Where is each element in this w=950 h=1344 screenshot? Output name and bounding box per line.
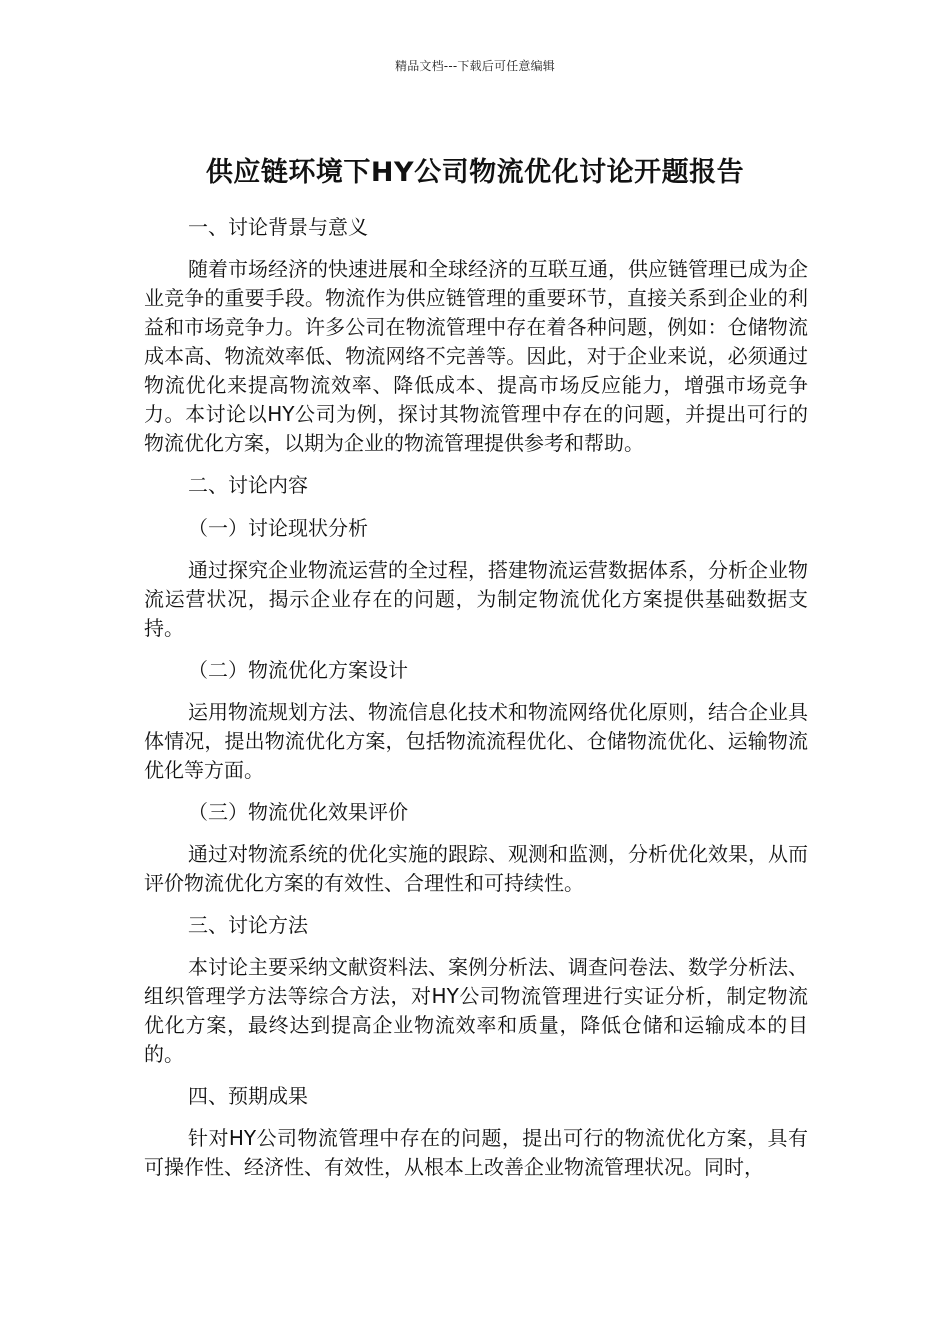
paragraph-background: 随着市场经济的快速进展和全球经济的互联互通，供应链管理已成为企业竞争的重要手段。物流作为供应链管理的重要环节，直接关系到企业的利益和市场竞争力。许多公司在物流管理中存在着各种问题，例如：仓储物流成本高、物流效率低、物流网络不完善等。因此，对于企业来说，必须通过物流优化来提高物流效率、降低成本、提高市场反应能力，增强市场竞争力。本讨论以HY公司为例，探讨其物流管理中存在的问题，并提出可行的物流优化方案，以期为企业的物流管理提供参考和帮助。	[144, 257, 808, 455]
header-note: 精品文档---下载后可任意编辑	[395, 59, 555, 73]
paragraph-effect-evaluation: 通过对物流系统的优化实施的跟踪、观测和监测，分析优化效果，从而评价物流优化方案的有效性、合理性和可持续性。	[144, 842, 808, 895]
section-heading-background: 一、讨论背景与意义	[188, 215, 368, 239]
subsection-heading-plan-design: （二）物流优化方案设计	[188, 658, 408, 682]
document-title: 供应链环境下HY公司物流优化讨论开题报告	[205, 157, 745, 189]
document-body	[144, 212, 808, 1182]
section-heading-methods: 三、讨论方法	[188, 913, 308, 937]
paragraph-expected-results: 针对HY公司物流管理中存在的问题，提出可行的物流优化方案，具有可操作性、经济性、有效性，从根本上改善企业物流管理状况。同时，	[144, 1126, 808, 1179]
paragraph-status-analysis: 通过探究企业物流运营的全过程，搭建物流运营数据体系，分析企业物流运营状况，揭示企业存在的问题，为制定物流优化方案提供基础数据支持。	[144, 558, 808, 640]
subsection-heading-status-analysis: （一）讨论现状分析	[188, 516, 368, 540]
paragraph-methods: 本讨论主要采纳文献资料法、案例分析法、调查问卷法、数学分析法、组织管理学方法等综合方法，对HY公司物流管理进行实证分析，制定物流优化方案，最终达到提高企业物流效率和质量，降低仓储和运输成本的目的。	[144, 955, 808, 1066]
paragraph-plan-design: 运用物流规划方法、物流信息化技术和物流网络优化原则，结合企业具体情况，提出物流优化方案，包括物流流程优化、仓储物流优化、运输物流优化等方面。	[144, 700, 808, 782]
subsection-heading-effect-evaluation: （三）物流优化效果评价	[188, 800, 408, 824]
section-heading-expected-results: 四、预期成果	[188, 1084, 308, 1108]
section-heading-content: 二、讨论内容	[188, 473, 308, 497]
